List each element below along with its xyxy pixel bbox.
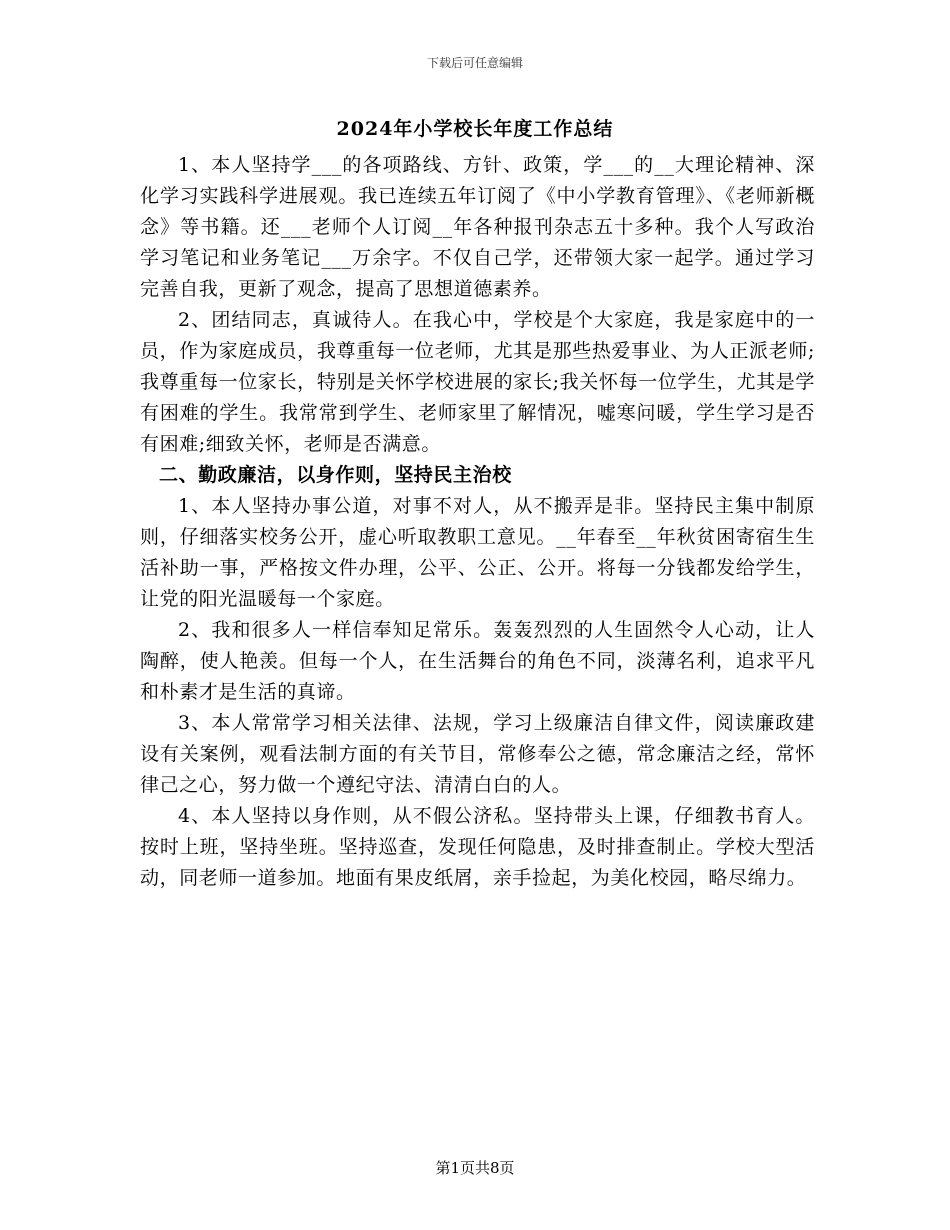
document-body [140, 150, 815, 894]
paragraph-1: 1、本人坚持学___的各项路线、方针、政策，学___的__大理论精神、深化学习实践科学进展观。我已连续五年订阅了《中小学教育管理》、《老师新概念》等书籍。还___老师个人订阅__年各种报刊杂志五十多种。我个人写政治学习笔记和业务笔记___万余字。不仅自己学，还带领大家一起学。通过学习完善自我，更新了观念，提高了思想道德素养。 [140, 154, 815, 300]
paragraph-2: 2、团结同志，真诚待人。在我心中，学校是个大家庭，我是家庭中的一员，作为家庭成员，我尊重每一位老师，尤其是那些热爱事业、为人正派老师;我尊重每一位家长，特别是关怀学校进展的家长;我关怀每一位学生，尤其是学有困难的学生。我常常到学生、老师家里了解情况，嘘寒问暖，学生学习是否有困难;细致关怀，老师是否满意。 [140, 309, 815, 455]
section-heading: 二、勤政廉洁，以身作则，坚持民主治校 [159, 464, 512, 486]
header-note: 下载后可任意编辑 [426, 56, 523, 70]
section-paragraph-4: 4、本人坚持以身作则，从不假公济私。坚持带头上课，仔细教书育人。按时上班，坚持坐班。坚持巡查，发现任何隐患，及时排查制止。学校大型活动，同老师一道参加。地面有果皮纸屑，亲手捡起，为美化校园，略尽绵力。 [140, 805, 815, 889]
page-footer: 第1页共8页 [435, 1159, 515, 1177]
section-paragraph-2: 2、我和很多人一样信奉知足常乐。轰轰烈烈的人生固然令人心动，让人陶醉，使人艳羡。但每一个人，在生活舞台的角色不同，淡薄名利，追求平凡和朴素才是生活的真谛。 [140, 619, 815, 703]
section-paragraph-1: 1、本人坚持办事公道，对事不对人，从不搬弄是非。坚持民主集中制原则，仔细落实校务公开，虚心听取教职工意见。__年春至__年秋贫困寄宿生生活补助一事，严格按文件办理，公平、公正、公开。将每一分钱都发给学生，让党的阳光温暖每一个家庭。 [140, 495, 815, 610]
document-title: 2024年小学校长年度工作总结 [336, 118, 614, 140]
section-paragraph-3: 3、本人常常学习相关法律、法规，学习上级廉洁自律文件，阅读廉政建设有关案例，观看法制方面的有关节目，常修奉公之德，常念廉洁之经，常怀律己之心，努力做一个遵纪守法、清清白白的人。 [140, 712, 815, 796]
